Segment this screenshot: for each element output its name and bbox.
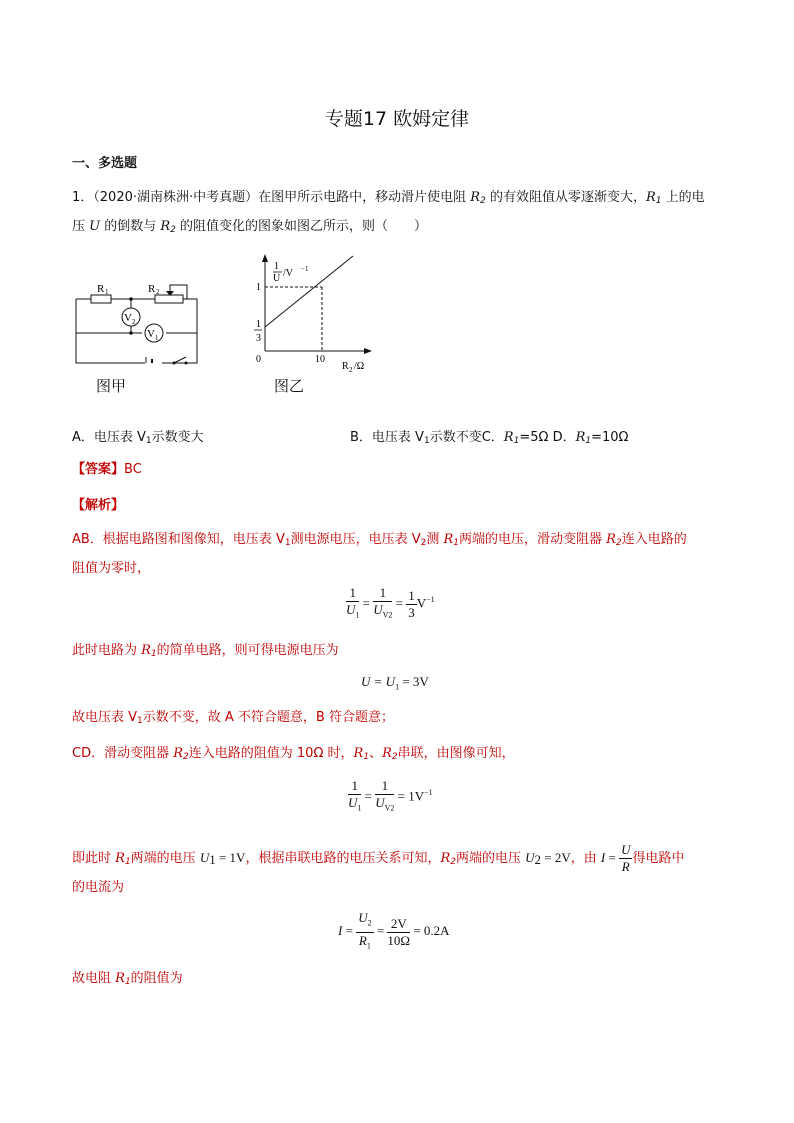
question-text: 1．（2020·湖南株洲·中考真题）在图甲所示电路中，移动滑片使电阻 $R_2$ 的有效阻值从零逐渐变大，$R_1$ 上的电 压 U 的倒数与 $R_2$ 的阻值变化的图象如图乙所示，则（ ） [72, 190, 705, 235]
analysis-paragraph-4: CD．滑动变阻器 $R_2$连入电路的阻值为 10Ω 时，$R_1$、$R_2$串联，由图像可知， [72, 746, 515, 762]
svg-text:1: 1 [256, 282, 261, 293]
svg-text:U: U [273, 273, 281, 284]
svg-text:V: V [147, 328, 155, 340]
graph [248, 252, 378, 374]
svg-text:−1: −1 [301, 265, 309, 273]
svg-text:/V: /V [283, 268, 293, 279]
svg-text:R: R [148, 283, 156, 295]
svg-text:V: V [124, 312, 132, 324]
graph-caption: 图乙 [274, 377, 305, 395]
circuit-diagram [70, 275, 205, 370]
equation-4: I = $\frac{U_2}{R_1}$ = $\frac{2V}{10\Omega}$ = 0.2A [338, 910, 450, 951]
svg-text:3: 3 [256, 333, 261, 344]
svg-text:/Ω: /Ω [354, 361, 365, 372]
svg-text:1: 1 [105, 288, 109, 296]
svg-text:2: 2 [156, 288, 160, 296]
svg-text:2: 2 [132, 318, 136, 326]
equation-3: $\frac{1}{U_1}$ = $\frac{1}{U_{V2}}$ = $1V^{-1}$ [348, 778, 433, 813]
analysis-paragraph-6: 故电阻 $R_1$的阻值为 [72, 971, 183, 987]
svg-text:10: 10 [315, 354, 325, 365]
resistor-r1 [91, 295, 111, 303]
circuit-caption: 图甲 [96, 377, 127, 395]
page-title: 专题17 欧姆定律 [324, 108, 470, 130]
svg-text:1: 1 [274, 261, 279, 272]
equation-1: $\frac{1}{U_1}$ = $\frac{1}{U_{V2}}$ = $\frac{1}{3}$ $V^{-1}$ [346, 585, 435, 620]
option-a: A．电压表 V1示数变大 [72, 430, 204, 446]
analysis-paragraph-2: 此时电路为 $R_1$的简单电路，则可得电源电压为 [72, 643, 339, 659]
analysis-paragraph-1: AB．根据电路图和图像知，电压表 V1测电源电压，电压表 V2测 $R_1$两端的电压，滑动变阻器 $R_2$连入电路的 阻值为零时， [72, 532, 687, 576]
svg-text:1: 1 [155, 334, 159, 342]
analysis-label: 【解析】 [72, 498, 125, 513]
analysis-paragraph-5: 即此时 $R_1$两端的电压 U1 = 1V，根据串联电路的电压关系可知，$R_2$两端的电压 U2 = 2V，由 I = $\frac{U}{R}$ 得电路中 的电流为 [72, 842, 685, 895]
svg-text:0: 0 [256, 354, 261, 365]
analysis-paragraph-3: 故电压表 V1示数不变，故 A 不符合题意，B 符合题意； [72, 710, 394, 726]
question-number: 1． [72, 190, 94, 205]
svg-text:1: 1 [256, 319, 261, 330]
section-heading: 一、多选题 [72, 156, 138, 171]
answer: 【答案】BC [72, 462, 142, 477]
option-bcd: B．电压表 V1示数不变C．$R_1=5\Omega$ D．$R_1=10\Omega$ [350, 430, 629, 446]
svg-text:2: 2 [349, 366, 353, 374]
svg-text:R: R [97, 283, 105, 295]
svg-text:R: R [342, 361, 349, 372]
resistor-r2 [155, 295, 183, 303]
switch [174, 357, 186, 363]
equation-2: $U = U_1 = 3V$ [361, 674, 429, 692]
question-source: （2020·湖南株洲·中考真题） [93, 190, 259, 205]
